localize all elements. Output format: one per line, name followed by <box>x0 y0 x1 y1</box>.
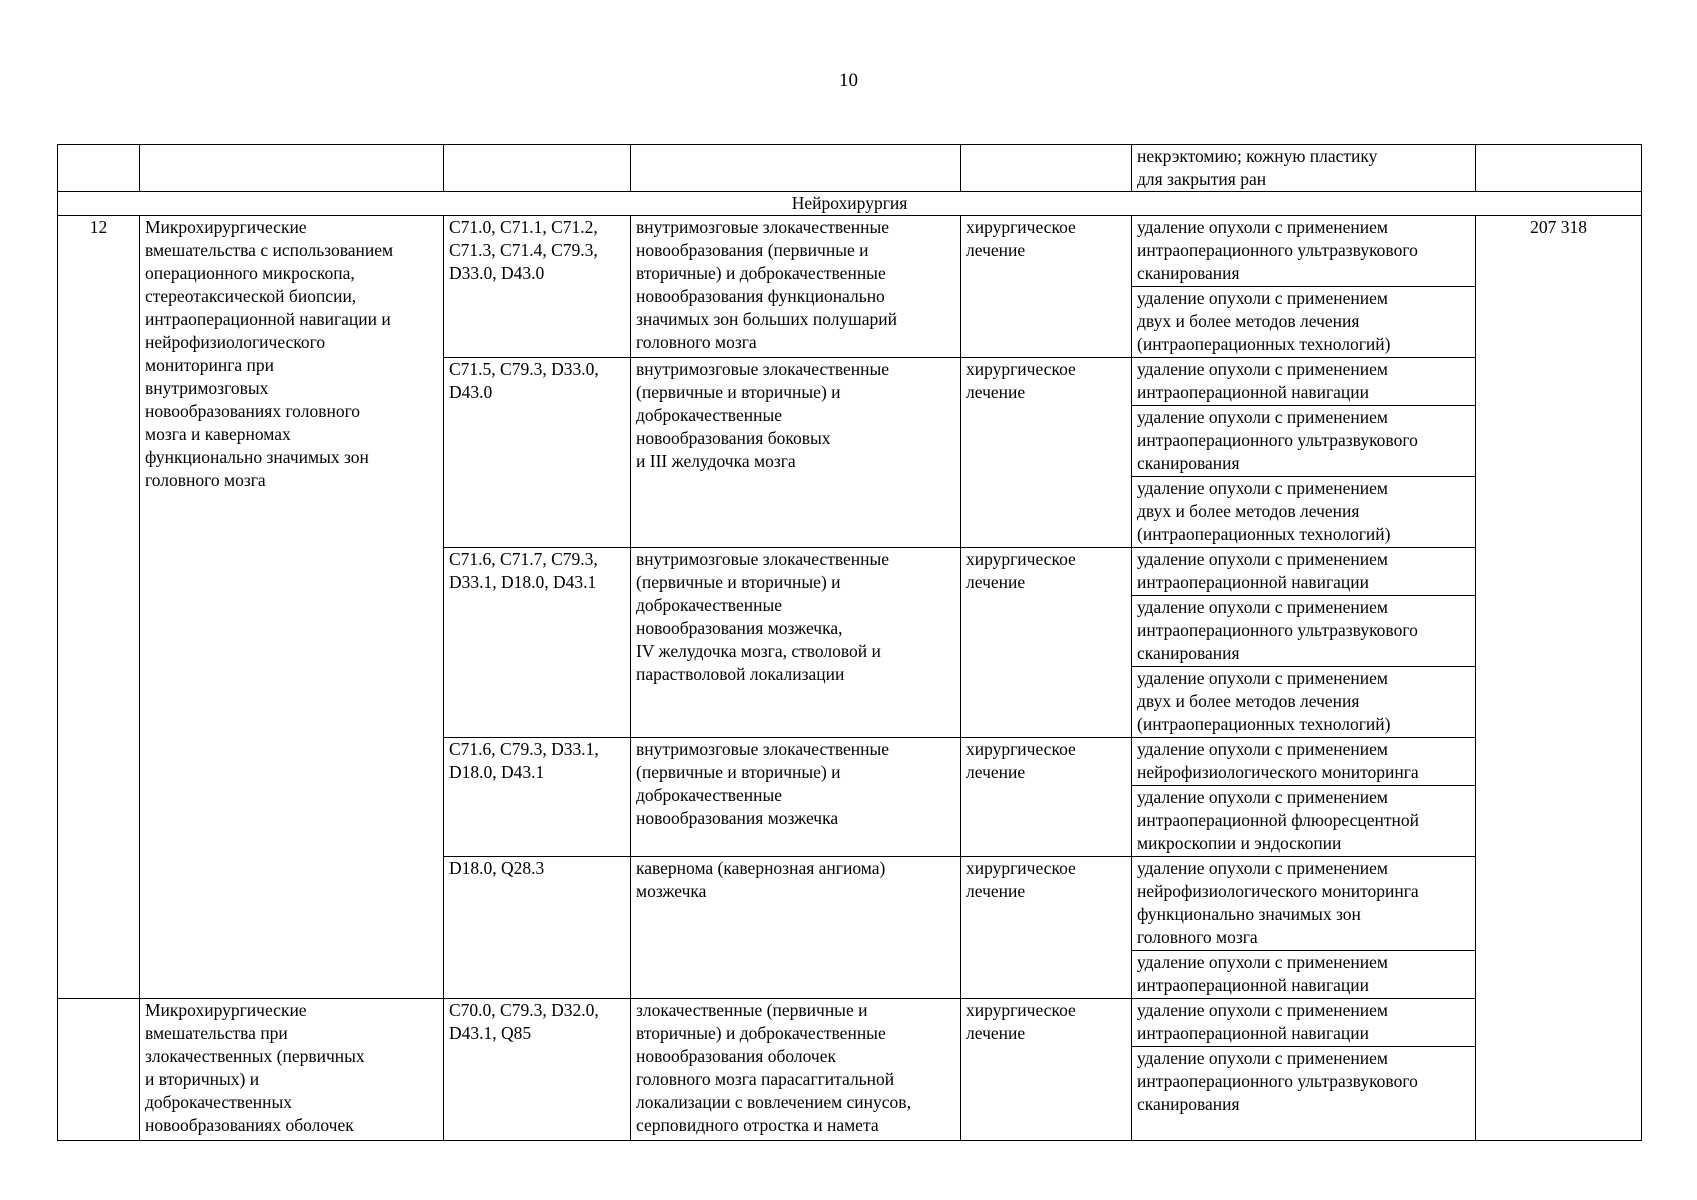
icd-codes: D18.0, Q28.3 <box>444 857 631 999</box>
cell-empty <box>1476 145 1642 192</box>
treatment-method: удаление опухоли с применением двух и более методов лечения (интраоперационных технологий) <box>1132 287 1476 358</box>
treatment-type: хирургическое лечение <box>961 216 1132 358</box>
cell-empty <box>961 145 1132 192</box>
treatment-type: хирургическое лечение <box>961 999 1132 1141</box>
section-title: Нейрохирургия <box>58 192 1642 216</box>
cell-empty <box>444 145 631 192</box>
treatment-type: хирургическое лечение <box>961 548 1132 738</box>
icd-codes: C71.6, C79.3, D33.1, D18.0, D43.1 <box>444 738 631 857</box>
medical-care-table <box>57 144 1642 1141</box>
patient-model: внутримозговые злокачественные (первичные и вторичные) и доброкачественные новообразования мозжечка, IV желудочка мозга, стволовой и парастволовой локализации <box>631 548 961 738</box>
patient-model: внутримозговые злокачественные (первичные и вторичные) и доброкачественные новообразования мозжечка <box>631 738 961 857</box>
treatment-method: удаление опухоли с применением двух и более методов лечения (интраоперационных технологий) <box>1132 477 1476 548</box>
treatment-method: некрэктомию; кожную пластику для закрытия ран <box>1132 145 1476 192</box>
vmp-type-name: Микрохирургические вмешательства при злокачественных (первичных и вторичных) и доброкачественных новообразованиях оболочек <box>140 999 444 1141</box>
vmp-type-name: Микрохирургические вмешательства с использованием операционного микроскопа, стереотаксической биопсии, интраоперационной навигации и нейрофизиологического мониторинга при внутримозговых новообразованиях головного мозга и каверномах функционально значимых зон головного мозга <box>140 216 444 999</box>
patient-model: внутримозговые злокачественные новообразования (первичные и вторичные) и доброкачественные новообразования функционально значимых зон больших полушарий головного мозга <box>631 216 961 358</box>
row-number: 12 <box>58 216 140 999</box>
patient-model: внутримозговые злокачественные (первичные и вторичные) и доброкачественные новообразования боковых и III желудочка мозга <box>631 358 961 548</box>
cell-empty <box>140 145 444 192</box>
icd-codes: C71.0, C71.1, C71.2, C71.3, C71.4, C79.3, D33.0, D43.0 <box>444 216 631 358</box>
section-row <box>58 192 1642 216</box>
cell-empty <box>58 145 140 192</box>
treatment-method: удаление опухоли с применением интраоперационной флюоресцентной микроскопии и эндоскопии <box>1132 786 1476 857</box>
patient-model: кавернома (кавернозная ангиома) мозжечка <box>631 857 961 999</box>
treatment-type: хирургическое лечение <box>961 358 1132 548</box>
cell-empty <box>631 145 961 192</box>
price-norm: 207 318 <box>1476 216 1642 1141</box>
treatment-method: удаление опухоли с применением интраоперационной навигации <box>1132 358 1476 406</box>
icd-codes: C70.0, C79.3, D32.0, D43.1, Q85 <box>444 999 631 1141</box>
continuation-row <box>58 145 1642 192</box>
patient-model: злокачественные (первичные и вторичные) и доброкачественные новообразования оболочек головного мозга парасаггитальной локализации с вовлечением синусов, серповидного отростка и намета <box>631 999 961 1141</box>
treatment-method: удаление опухоли с применением интраоперационного ультразвукового сканирования <box>1132 406 1476 477</box>
icd-codes: C71.6, C71.7, C79.3, D33.1, D18.0, D43.1 <box>444 548 631 738</box>
treatment-method: удаление опухоли с применением нейрофизиологического мониторинга функционально значимых зон головного мозга <box>1132 857 1476 951</box>
page-number: 10 <box>839 70 858 91</box>
treatment-type: хирургическое лечение <box>961 857 1132 999</box>
cell-empty <box>58 999 140 1141</box>
icd-codes: C71.5, C79.3, D33.0, D43.0 <box>444 358 631 548</box>
treatment-method: удаление опухоли с применением двух и более методов лечения (интраоперационных технологий) <box>1132 667 1476 738</box>
treatment-method: удаление опухоли с применением интраоперационного ультразвукового сканирования <box>1132 216 1476 287</box>
treatment-method: удаление опухоли с применением нейрофизиологического мониторинга <box>1132 738 1476 786</box>
table-row <box>58 216 1642 287</box>
treatment-method: удаление опухоли с применением интраоперационной навигации <box>1132 548 1476 596</box>
treatment-method: удаление опухоли с применением интраоперационной навигации <box>1132 951 1476 999</box>
treatment-method: удаление опухоли с применением интраоперационной навигации <box>1132 999 1476 1047</box>
treatment-method: удаление опухоли с применением интраоперационного ультразвукового сканирования <box>1132 596 1476 667</box>
table-row <box>58 999 1642 1047</box>
treatment-method: удаление опухоли с применением интраоперационного ультразвукового сканирования <box>1132 1047 1476 1141</box>
treatment-type: хирургическое лечение <box>961 738 1132 857</box>
